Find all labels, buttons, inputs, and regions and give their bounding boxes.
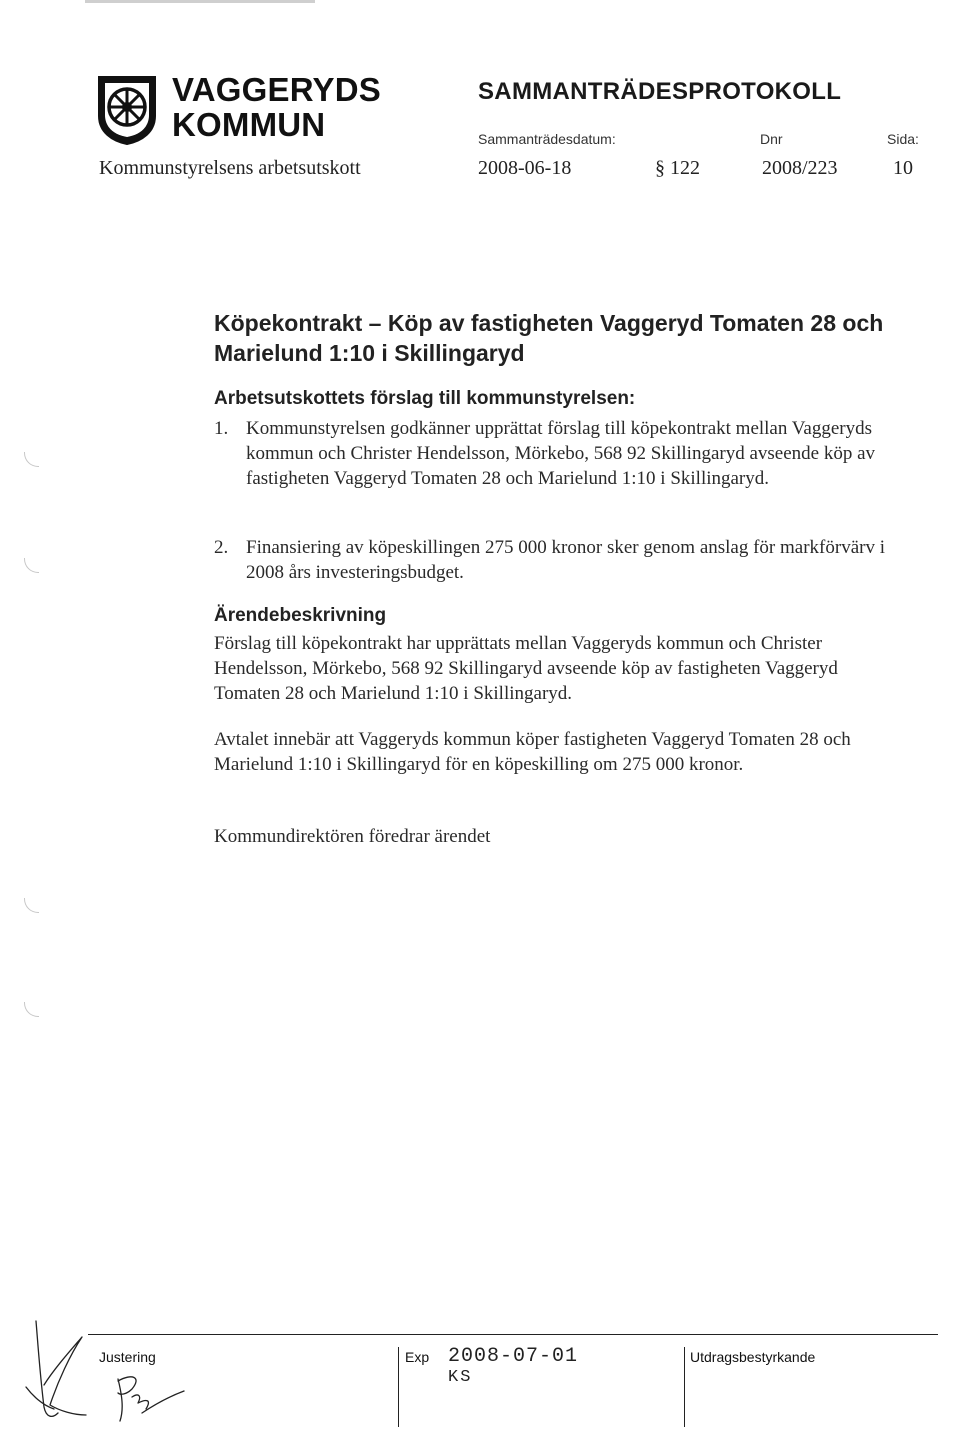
- meeting-date: 2008-06-18: [478, 157, 572, 179]
- proposal-item: [214, 535, 904, 585]
- scan-edge-mark: [85, 0, 315, 3]
- document-title: Köpekontrakt – Köp av fastigheten Vaggeryd Tomaten 28 och Marielund 1:10 i Skillingaryd: [214, 310, 884, 366]
- margin-punch-mark: [24, 1002, 39, 1017]
- page-number: 10: [893, 157, 913, 179]
- body-paragraph: Kommundirektören föredrar ärendet: [214, 826, 491, 847]
- exp-stamp-initials: KS: [448, 1368, 473, 1387]
- body-paragraph: Förslag till köpekontrakt har upprättats mellan Vaggeryds kommun och Christer Hendelsson, Mörkebo, 568 92 Skillingaryd avseende köp av fastigheten Vaggeryd Tomaten 28 och Marielund 1:10 i Skillingaryd.: [214, 633, 838, 704]
- org-name-line1: VAGGERYDS: [172, 71, 382, 108]
- document-type: SAMMANTRÄDESPROTOKOLL: [478, 78, 842, 105]
- paragraph-number: § 122: [655, 157, 700, 179]
- exp-label: Exp: [405, 1349, 430, 1365]
- margin-punch-mark: [24, 558, 39, 573]
- coat-of-arms-icon: [96, 74, 158, 146]
- case-description-heading: Ärendebeskrivning: [214, 605, 387, 626]
- item-number: 1.: [214, 418, 229, 439]
- dnr-label: Dnr: [760, 131, 783, 147]
- item-text: Kommunstyrelsen godkänner upprättat förslag till köpekontrakt mellan Vaggeryds kommun och Christer Hendelsson, Mörkebo, 568 92 Skillingaryd avseende köp av fastigheten Vaggeryd Tomaten 28 och Marielund 1:10 i Skillingaryd.: [246, 418, 876, 489]
- footer-divider: [684, 1347, 685, 1427]
- dnr-value: 2008/223: [762, 157, 838, 179]
- exp-stamp-date: 2008-07-01: [448, 1345, 579, 1368]
- org-name-line2: KOMMUN: [172, 106, 326, 143]
- footer-divider: [398, 1347, 399, 1427]
- utdragsbestyrkande-label: Utdragsbestyrkande: [690, 1349, 816, 1365]
- body-paragraph: Avtalet innebär att Vaggeryds kommun köper fastigheten Vaggeryd Tomaten 28 och Marielund 1:10 i Skillingaryd för en köpeskilling om 275 000 kronor.: [214, 729, 851, 775]
- committee-name: Kommunstyrelsens arbetsutskott: [99, 157, 361, 179]
- signature-icon: [20, 1315, 190, 1425]
- page-label: Sida:: [887, 131, 919, 147]
- item-text: Finansiering av köpeskillingen 275 000 kronor sker genom anslag för markförvärv i 2008 års investeringsbudget.: [246, 537, 885, 583]
- proposal-item: [214, 416, 904, 516]
- justering-label: Justering: [99, 1349, 156, 1365]
- item-number: 2.: [214, 537, 229, 558]
- proposal-heading: Arbetsutskottets förslag till kommunstyrelsen:: [214, 388, 636, 409]
- margin-punch-mark: [24, 898, 39, 913]
- meeting-date-label: Sammanträdesdatum:: [478, 131, 616, 147]
- footer-rule: [88, 1334, 938, 1335]
- margin-punch-mark: [24, 452, 39, 467]
